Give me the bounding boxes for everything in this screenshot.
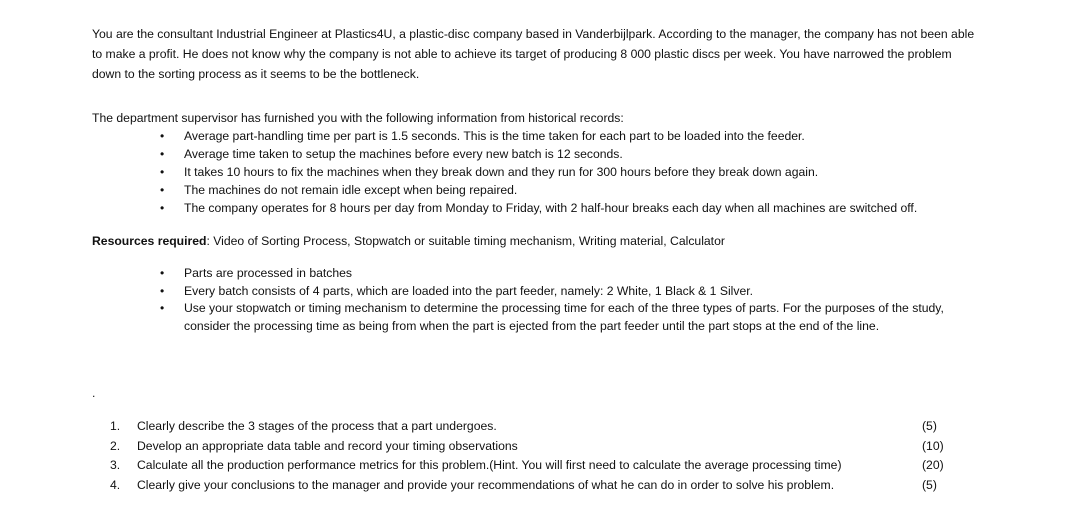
list-item [92,199,992,217]
bullet-icon: • [160,165,165,179]
question-text: Calculate all the production performance metrics for this problem.(Hint. You will first need to calculate the average processing time) [137,458,842,473]
bullet-icon: • [160,266,165,280]
intro-paragraph: You are the consultant Industrial Engineer at Plastics4U, a plastic-disc company based in Vanderbijlpark. According to the manager, the company has not been able to make a profit. He does not know why the company is not able to achieve its target of producing 8 000 plastic discs per week. You have narrowed the problem down to the sorting process as it seems to be the bottleneck. [92,27,975,81]
record-text: It takes 10 hours to fix the machines when they break down and they run for 300 hours before they break down again. [184,165,819,179]
historical-records-list [92,127,992,217]
list-item [92,127,992,145]
list-item [92,163,992,181]
question-row [110,417,960,437]
bullet-icon: • [160,201,165,215]
question-number: 1. [110,419,121,433]
stray-mark: . [92,386,96,400]
question-text: Clearly describe the 3 stages of the process that a part undergoes. [137,419,497,433]
bullet-icon: • [160,183,165,197]
batch-info-list [92,265,992,335]
bullet-icon: • [160,283,165,298]
record-text: The company operates for 8 hours per day from Monday to Friday, with 2 half-hour breaks each day when all machines are switched off. [184,201,918,215]
question-marks: (5) [922,477,937,492]
resources-text: : Video of Sorting Process, Stopwatch or suitable timing mechanism, Writing material, Calculator [206,234,725,248]
question-row [110,437,960,457]
list-item [92,283,992,301]
record-text: Average time taken to setup the machines before every new batch is 12 seconds. [184,147,623,161]
record-text: Average part-handling time per part is 1.5 seconds. This is the time taken for each part to be loaded into the feeder. [184,129,805,143]
batch-info-text: Use your stopwatch or timing mechanism to determine the processing time for each of the three types of parts. For the purposes of the study, consider the processing time as being from when the part is ejected from the part feeder until the part stops at the end of the line. [184,301,944,333]
list-item [92,145,992,163]
bullet-icon: • [160,301,165,315]
question-number: 3. [110,458,121,473]
question-text: Clearly give your conclusions to the manager and provide your recommendations of what he can do in order to solve his problem. [137,477,835,492]
question-number: 4. [110,477,121,492]
question-number: 2. [110,438,121,453]
batch-info-text: Every batch consists of 4 parts, which are loaded into the part feeder, namely: 2 White, 1 Black & 1 Silver. [184,283,754,298]
list-item [92,300,992,335]
bullet-icon: • [160,147,165,161]
question-text: Develop an appropriate data table and record your timing observations [137,438,518,453]
bullet-icon: • [160,129,165,143]
resources-required [92,232,725,250]
record-text: The machines do not remain idle except when being repaired. [184,183,518,197]
batch-info-text: Parts are processed in batches [184,266,353,280]
resources-label: Resources required [92,234,207,248]
document-body [92,24,992,492]
question-marks: (10) [922,438,944,453]
question-row [110,476,960,496]
question-row [110,456,960,476]
list-item [92,265,992,283]
list-item [92,181,992,199]
supervisor-intro: The department supervisor has furnished you with the following information from historical records: [92,111,624,125]
question-marks: (20) [922,458,944,473]
questions-list [110,417,960,495]
question-marks: (5) [922,419,937,433]
